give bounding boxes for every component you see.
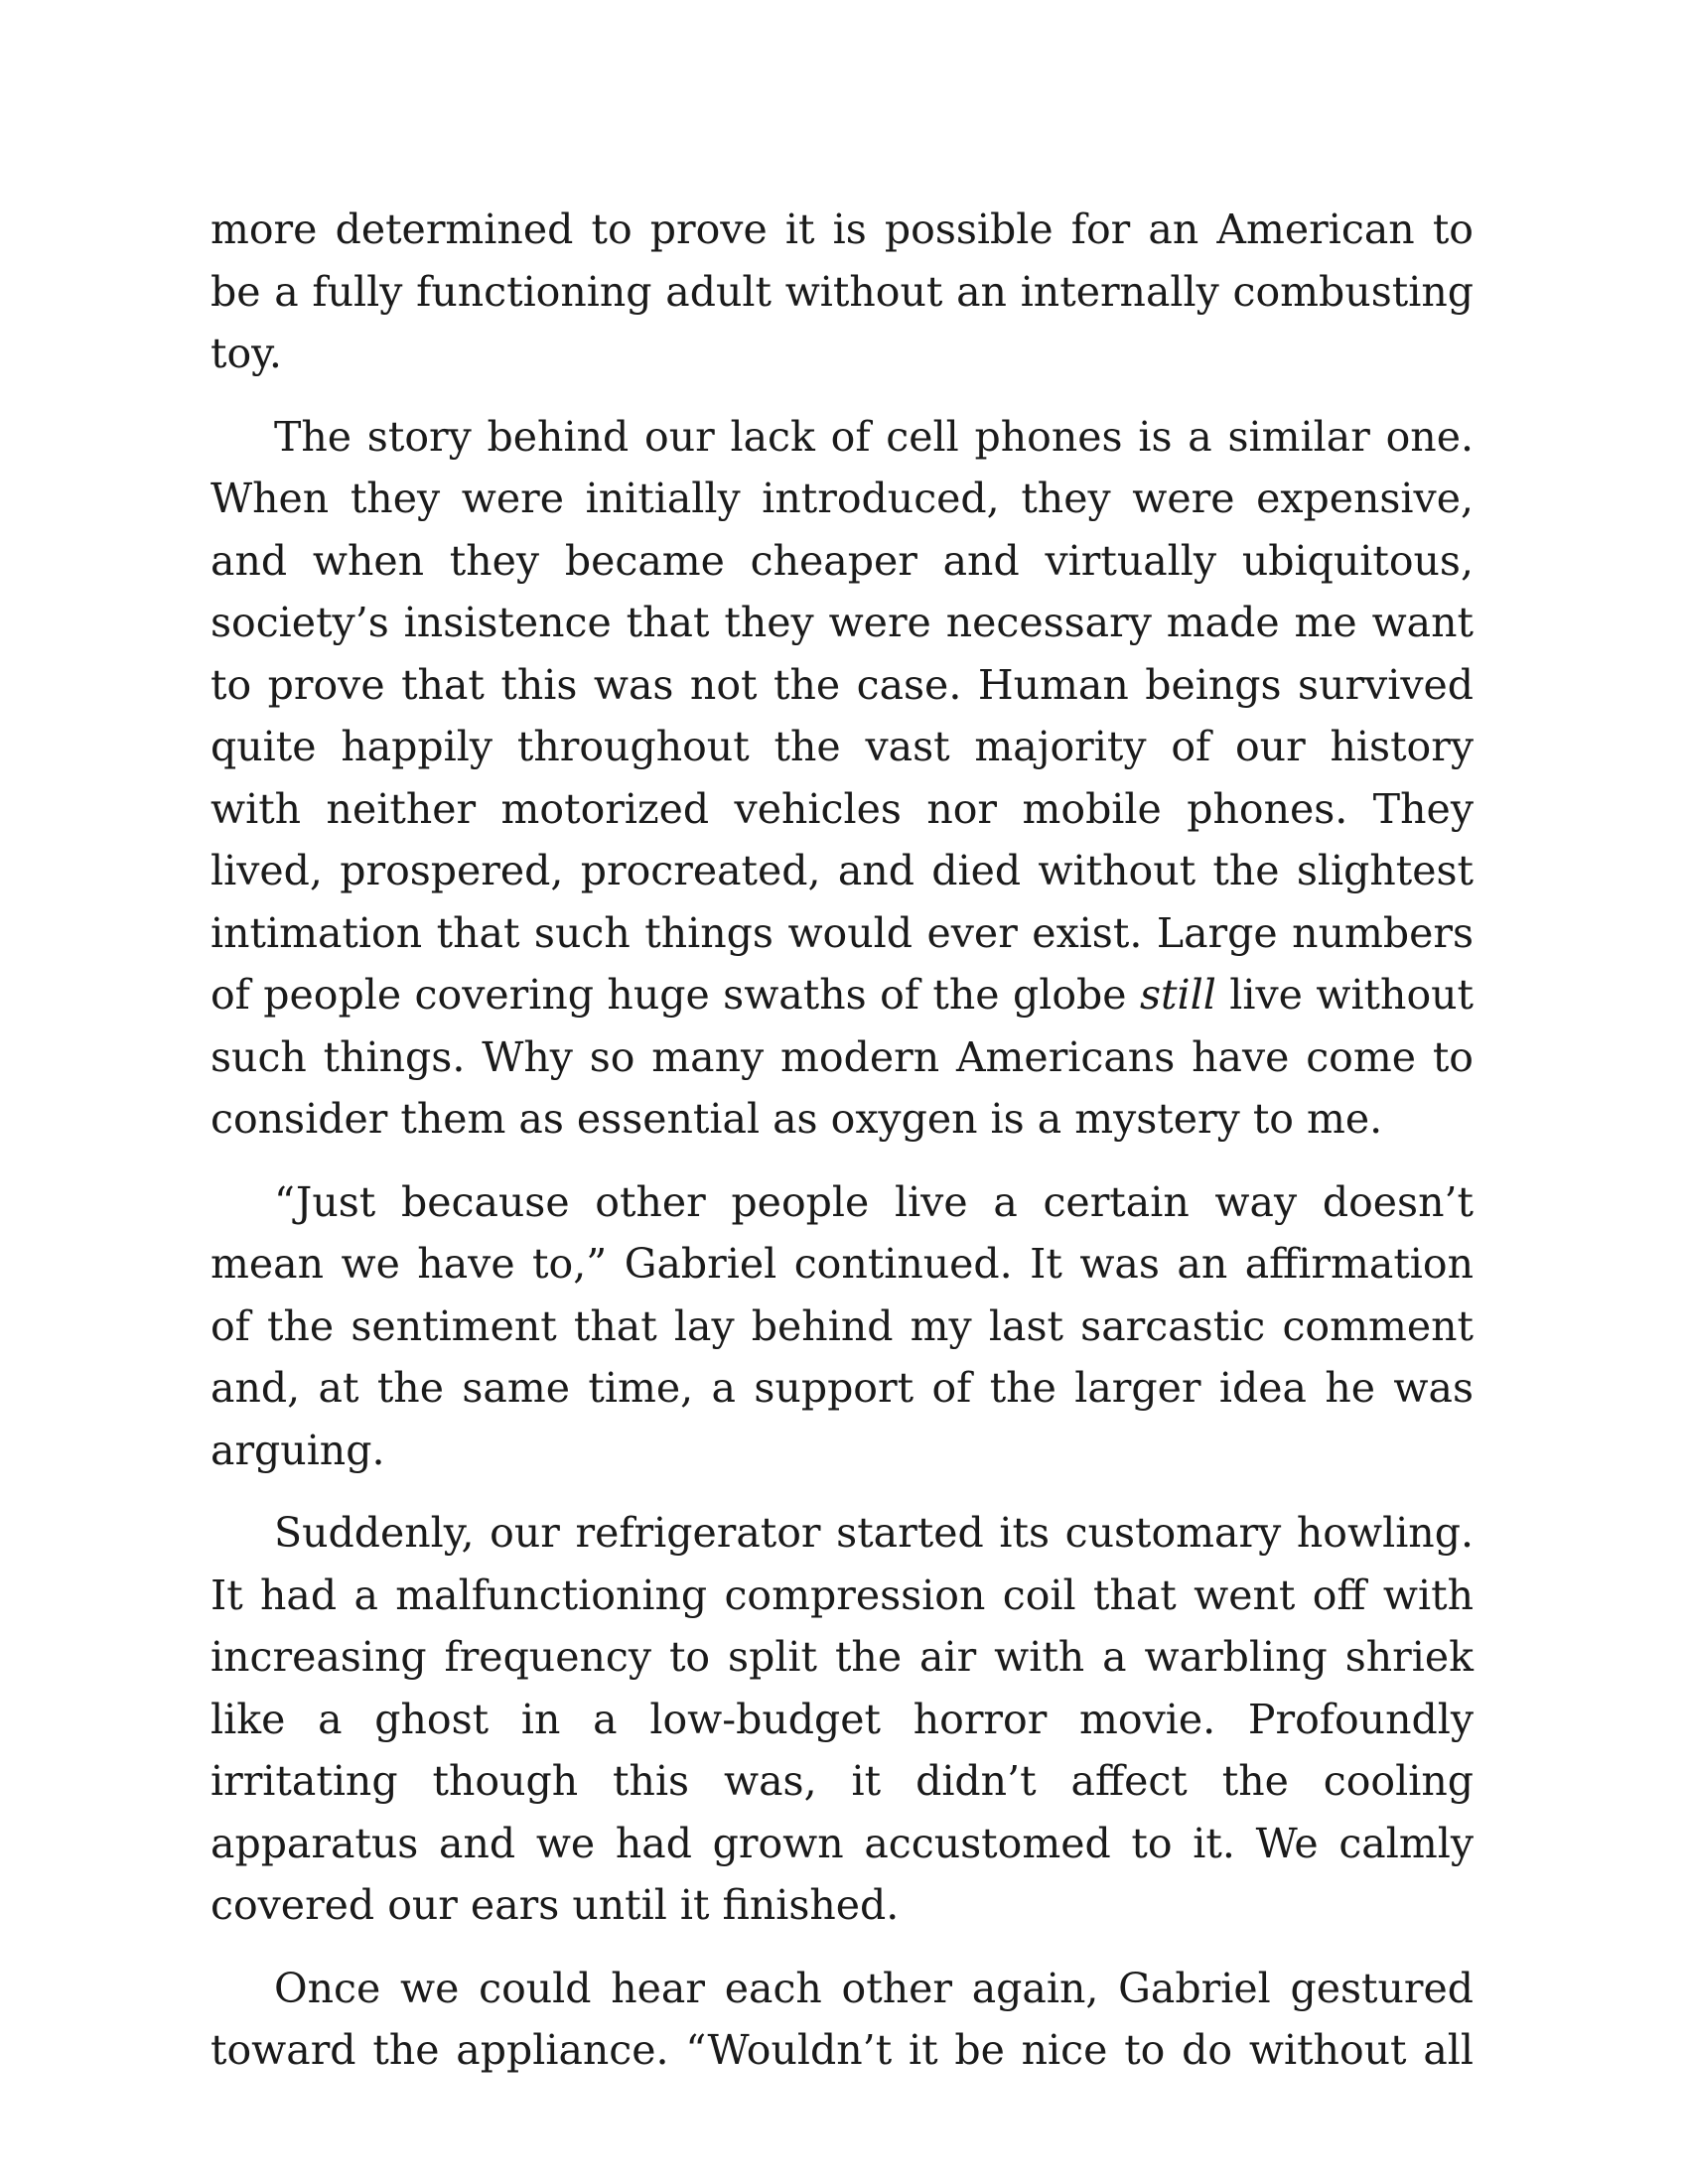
paragraph-cell-phones [211,406,1474,1151]
paragraph-text: live without such things. Why so many modern Americans have come to consider them as essential as oxygen is a mystery to me. [211,971,1475,1143]
paragraph-gabriel-quote: “Just because other people live a certain way doesn’t mean we have to,” Gabriel continued. It was an affirmation of the sentiment that lay behind my last sarcastic comment and, at the same time, a support of the larger idea he was arguing. [211,1177,1474,1474]
paragraph-text: The story behind our lack of cell phones is a similar one. When they were initially introduced, they were expensive, and when they became cheaper and virtually ubiquitous, society’s insistence that they were necessary made me want to prove that this was not the case. Human beings survived quite happily throughout the vast majority of our history with neither motorized vehicles nor mobile phones. They lived, prospered, procreated, and died without the slightest intimation that such things would ever exist. Large numbers of people covering huge swaths of the globe [211,412,1474,1019]
paragraph-appliance: Once we could hear each other again, Gabriel gestured toward the appliance. “Wouldn’t it be nice to do without all [211,1964,1474,2074]
paragraph-refrigerator: Suddenly, our refrigerator started its customary howling. It had a malfunctioning compression coil that went off with increasing frequency to split the air with a warbling shriek like a ghost in a low-budget horror movie. Profoundly irritating though this was, it didn’t affect the cooling apparatus and we had grown accustomed to it. We calmly covered our ears until it finished. [211,1509,1474,1929]
emphasized-word: still [1139,971,1216,1019]
book-page [211,199,1474,2103]
paragraph-continued: more determined to prove it is possible for an American to be a fully functioning adult without an internally combusting toy. [211,205,1474,377]
